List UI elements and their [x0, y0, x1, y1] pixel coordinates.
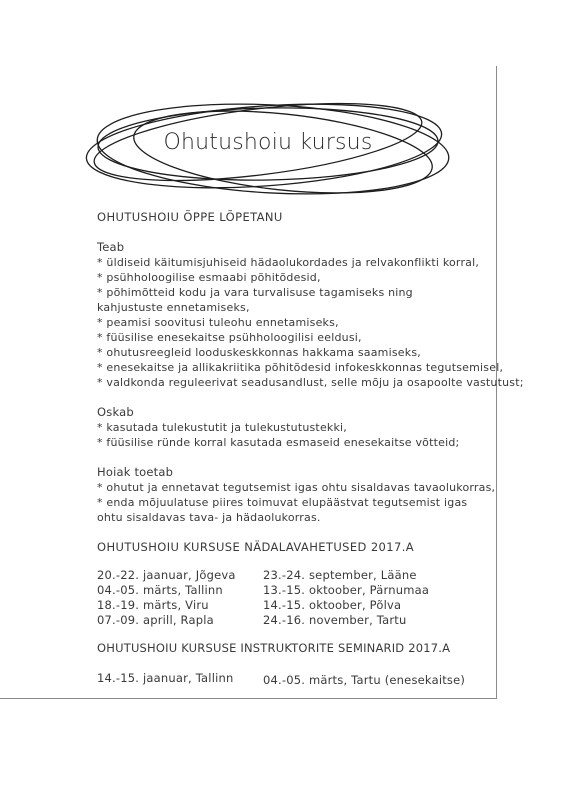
list-item: 23.-24. september, Lääne	[263, 568, 417, 582]
list-item: * üldiseid käitumisjuhiseid hädaolukordades ja relvakonflikti korral,	[97, 256, 480, 269]
list-item: kahjustuste ennetamiseks,	[97, 301, 250, 314]
knows-label: Teab	[97, 240, 125, 254]
list-item: * kasutada tulekustutit ja tulekustutustekki,	[97, 421, 348, 434]
list-item: 04.-05. märts, Tallinn	[97, 583, 223, 597]
weekends-left-list	[97, 568, 236, 628]
list-item: 20.-22. jaanuar, Jõgeva	[97, 568, 236, 582]
seminar-item: 04.-05. märts, Tartu (enesekaitse)	[263, 673, 466, 687]
course-content	[97, 210, 524, 555]
page-title: Ohutushoiu kursus	[163, 130, 373, 155]
list-item: 13.-15. oktoober, Pärnumaa	[263, 583, 430, 597]
list-item: * füüsilise enesekaitse psühholoogilisi eeldusi,	[97, 331, 362, 344]
list-item: 07.-09. aprill, Rapla	[97, 613, 214, 627]
completion-heading: OHUTUSHOIU ÕPPE LÕPETANU	[97, 210, 283, 224]
can-label: Oskab	[97, 405, 134, 419]
weekends-heading: OHUTUSHOIU KURSUSE NÄDALAVAHETUSED 2017.A	[97, 540, 415, 554]
seminar-item: 14.-15. jaanuar, Tallinn	[97, 671, 234, 685]
seminars-heading: OHUTUSHOIU KURSUSE INSTRUKTORITE SEMINARID 2017.A	[97, 641, 451, 655]
list-item: 18.-19. märts, Viru	[97, 598, 209, 612]
weekends-right-list	[263, 568, 429, 628]
list-item: * enesekaitse ja allikakriitika põhitõdesid infokeskkonnas tegutsemisel,	[97, 361, 504, 374]
list-item: * ohutut ja ennetavat tegutsemist igas ohtu sisaldavas tavaolukorras,	[97, 481, 496, 494]
list-item: * enda mõjuulatuse piires toimuvat elupäästvat tegutsemist igas	[97, 496, 468, 509]
list-item: * psühholoogilise esmaabi põhitõdesid,	[97, 271, 321, 284]
list-item: * füüsilise ründe korral kasutada esmaseid enesekaitse võtteid;	[97, 436, 460, 449]
list-item: * põhimõtteid kodu ja vara turvalisuse tagamiseks ning	[97, 286, 413, 299]
attitude-label: Hoiak toetab	[97, 465, 174, 479]
list-item: 14.-15. oktoober, Põlva	[263, 598, 402, 612]
list-item: * ohutusreegleid looduskeskkonnas hakkama saamiseks,	[97, 346, 421, 359]
title-badge	[78, 94, 468, 204]
list-item: * peamisi soovitusi tuleohu ennetamiseks,	[97, 316, 339, 329]
list-item: * valdkonda reguleerivat seadusandlust, selle mõju ja osapoolte vastutust;	[97, 376, 524, 389]
list-item: ohtu sisaldavas tava- ja hädaolukorras.	[97, 511, 321, 524]
list-item: 24.-16. november, Tartu	[263, 613, 407, 627]
